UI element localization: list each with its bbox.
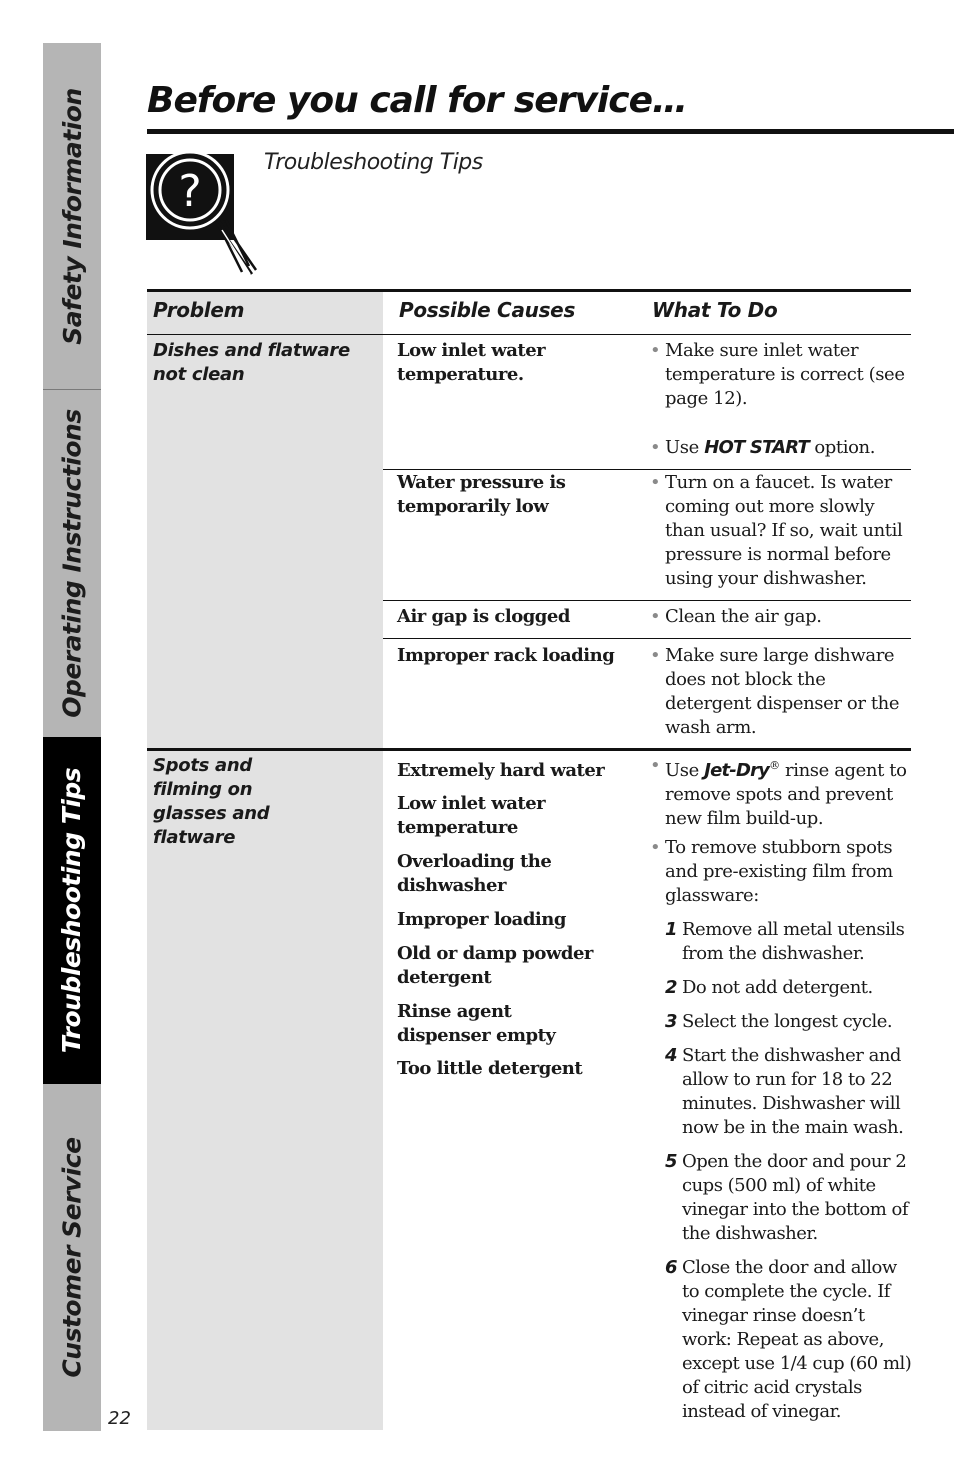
todo-bullet: • Make sure inlet water temperature is correct (see page 12). — [650, 340, 905, 409]
todo-text: Use — [665, 437, 705, 458]
row-rule — [383, 469, 911, 470]
todo-item — [650, 339, 912, 411]
step-number: 3 — [665, 1011, 678, 1032]
tab-safety-information[interactable] — [43, 43, 101, 389]
step-text: Remove all metal utensils from the dishwasher. — [682, 919, 905, 964]
step-text: Close the door and allow to complete the cycle. If vinegar rinse doesn’t work: Repeat as above, except use 1/4 cup (60 ml) of citric acid crystals instead of vinegar. — [682, 1257, 912, 1422]
step-5 — [665, 1150, 915, 1246]
section-tabs — [43, 43, 101, 1431]
title-rule — [147, 129, 954, 134]
row-rule — [383, 600, 911, 601]
cause-improper-loading: Improper loading — [397, 909, 566, 930]
todo-text: To remove stubborn spots and pre-existing film from glassware: — [665, 837, 893, 906]
step-number: 2 — [665, 977, 678, 998]
section-subtitle: Troubleshooting Tips — [264, 150, 483, 175]
row-rule — [383, 638, 911, 639]
registered-mark: ® — [769, 759, 780, 772]
step-number: 5 — [665, 1151, 678, 1172]
step-number: 6 — [665, 1257, 678, 1278]
step-number: 1 — [665, 919, 678, 940]
problem-spots-and-filming: Spots and filming on glasses and flatware — [153, 755, 270, 848]
header-rule — [147, 334, 911, 335]
tab-label: Safety Information — [57, 87, 87, 345]
table-top-rule — [147, 289, 911, 292]
todo-text: Make sure large dishware does not block the detergent dispenser or the wash arm. — [665, 645, 900, 738]
cause-too-little-detergent: Too little detergent — [397, 1058, 583, 1079]
todo-text: Make sure inlet water temperature is correct (see page 12). — [665, 340, 905, 409]
todo-item — [650, 471, 912, 591]
svg-text:?: ? — [178, 166, 202, 217]
jet-dry-brand: Jet-Dry — [704, 760, 770, 781]
step-text: Open the door and pour 2 cups (500 ml) of white vinegar into the bottom of the dishwasher. — [682, 1151, 909, 1244]
todo-text: rinse agent to remove spots and prevent new film build-up. — [665, 760, 907, 829]
page-number: 22 — [108, 1408, 131, 1429]
todo-bullet: • Use HOT START option. — [650, 437, 876, 458]
cause-rinse-agent-empty: Rinse agent dispenser empty — [397, 1001, 556, 1046]
cause-improper-rack-loading: Improper rack loading — [397, 645, 615, 666]
cause-low-inlet-temp-2: Low inlet water temperature — [397, 793, 546, 838]
todo-text: Clean the air gap. — [665, 606, 822, 627]
todo-item — [650, 605, 912, 629]
todo-bullet: • Make sure large dishware does not block the detergent dispenser or the wash arm. — [650, 645, 900, 738]
tab-troubleshooting-tips[interactable] — [43, 737, 101, 1084]
todo-item — [650, 754, 912, 831]
page-title: Before you call for service… — [147, 80, 688, 121]
todo-text: Turn on a faucet. Is water coming out more slowly than usual? If so, wait until pressure is normal before using your dishwasher. — [665, 472, 903, 589]
todo-item — [650, 436, 912, 460]
step-6 — [665, 1256, 915, 1424]
tab-label: Operating Instructions — [57, 409, 87, 718]
todo-bullet: • Turn on a faucet. Is water coming out more slowly than usual? If so, wait until pressure is normal before using your dishwasher. — [650, 472, 903, 589]
tab-label: Customer Service — [57, 1137, 87, 1378]
todo-bullet: • To remove stubborn spots and pre-existing film from glassware: — [650, 837, 893, 906]
tab-customer-service[interactable] — [43, 1084, 101, 1431]
cause-hard-water: Extremely hard water — [397, 760, 605, 781]
problem-dishes-not-clean: Dishes and flatware not clean — [153, 340, 350, 385]
todo-item — [650, 836, 905, 908]
step-number: 4 — [665, 1045, 678, 1066]
cause-air-gap-clogged: Air gap is clogged — [397, 606, 570, 627]
question-magnifier-icon — [146, 150, 261, 280]
todo-item — [650, 644, 905, 740]
step-text: Do not add detergent. — [682, 977, 873, 998]
cause-low-inlet-temp: Low inlet water temperature. — [397, 340, 546, 385]
todo-bullet: • Clean the air gap. — [650, 606, 822, 627]
step-text: Start the dishwasher and allow to run for 18 to 22 minutes. Dishwasher will now be in the main wash. — [682, 1045, 904, 1138]
section-rule — [147, 748, 911, 751]
step-3 — [665, 1010, 915, 1034]
cause-water-pressure-low: Water pressure is temporarily low — [397, 472, 566, 517]
tab-operating-instructions[interactable] — [43, 390, 101, 737]
step-text: Select the longest cycle. — [682, 1011, 893, 1032]
todo-text: Use — [665, 760, 705, 781]
step-4 — [665, 1044, 915, 1140]
col-header-problem: Problem — [153, 298, 245, 322]
cause-overloading: Overloading the dishwasher — [397, 851, 552, 896]
cause-old-damp-detergent: Old or damp powder detergent — [397, 943, 593, 988]
problem-column-bg — [147, 290, 383, 1430]
hot-start-option: HOT START — [704, 437, 810, 458]
col-header-what-to-do: What To Do — [652, 298, 778, 322]
step-1 — [665, 918, 915, 966]
col-header-causes: Possible Causes — [399, 298, 576, 322]
tab-label: Troubleshooting Tips — [57, 767, 87, 1054]
todo-text: option. — [809, 437, 876, 458]
todo-bullet: • Use Jet-Dry® rinse agent to remove spots and prevent new film build-up. — [650, 755, 907, 829]
step-2 — [665, 976, 915, 1000]
